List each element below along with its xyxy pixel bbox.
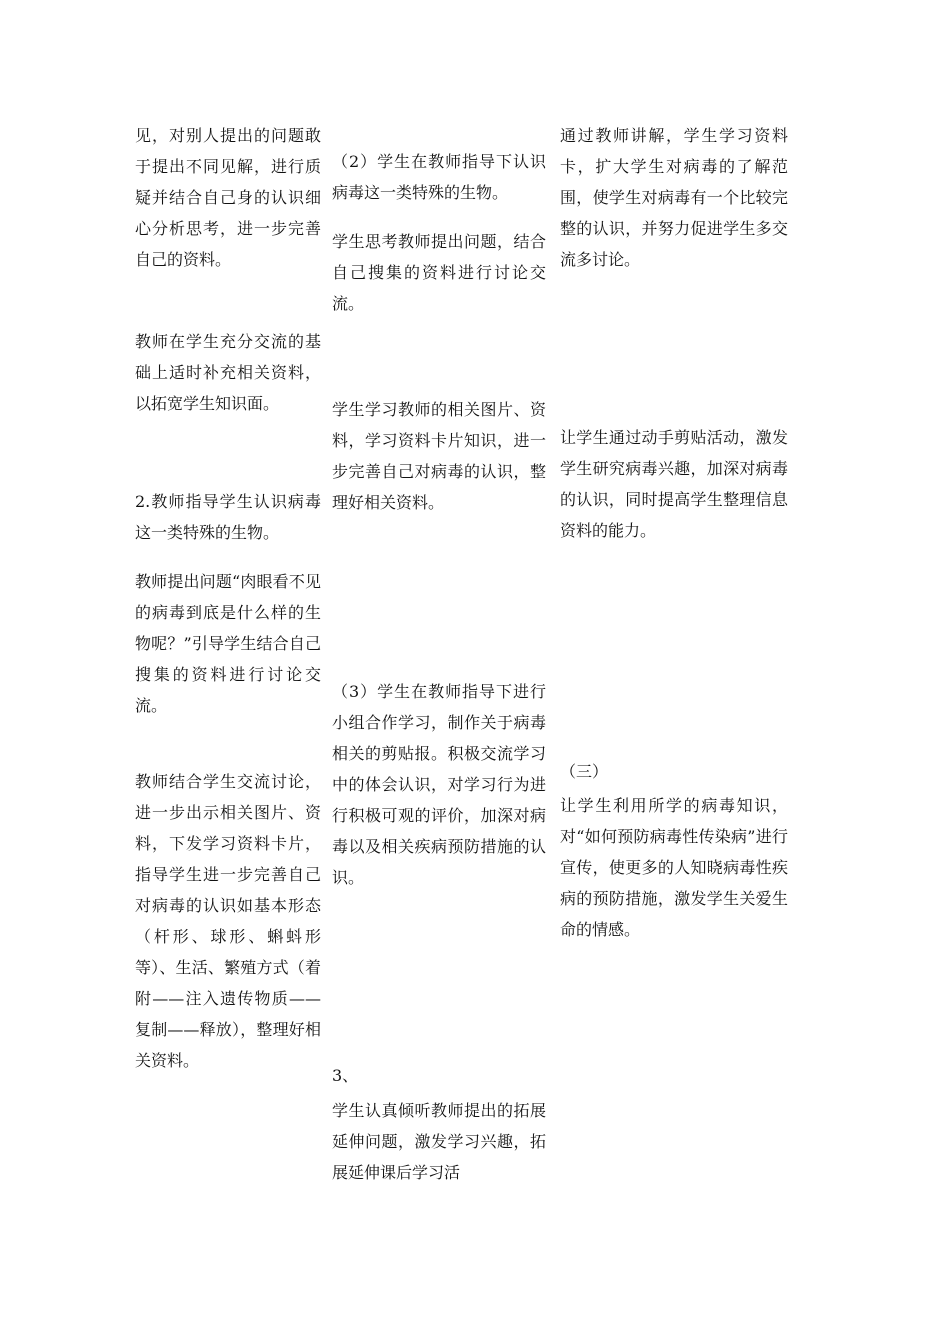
column-activities-teacher xyxy=(135,0,321,1344)
text-block: 学生认真倾听教师提出的拓展延伸问题，激发学习兴趣，拓展延伸课后学习活 xyxy=(332,1101,546,1182)
text-block: （三） xyxy=(560,762,609,781)
text-block: 教师结合学生交流讨论，进一步出示相关图片、资料，下发学习资料卡片，指导学生进一步完善自己对病毒的认识如基本形态（杆形、球形、蝌蚪形等）、生活、繁殖方式（着附——注入遗传物质——复制——释放），整理好相关资料。 xyxy=(135,772,321,1070)
text-block: 通过教师讲解，学生学习资料卡，扩大学生对病毒的了解范围，使学生对病毒有一个比较完整的认识，并努力促进学生多交流多讨论。 xyxy=(560,126,788,269)
text-block: 3、 xyxy=(332,1066,359,1085)
text-block: 教师提出问题“肉眼看不见的病毒到底是什么样的生物呢？”引导学生结合自己搜集的资料进行讨论交流。 xyxy=(135,572,321,715)
text-block: 教师在学生充分交流的基础上适时补充相关资料，以拓宽学生知识面。 xyxy=(135,332,321,413)
text-block: （3）学生在教师指导下进行小组合作学习，制作关于病毒相关的剪贴报。积极交流学习中的体会认识，对学习行为进行积极可观的评价，加深对病毒以及相关疾病预防措施的认识。 xyxy=(332,682,546,887)
text-block: （2）学生在教师指导下认识病毒这一类特殊的生物。 xyxy=(332,152,546,202)
text-block: 见，对别人提出的问题敢于提出不同见解，进行质疑并结合自己身的认识细心分析思考，进一步完善自己的资料。 xyxy=(135,126,321,269)
column-design-intent xyxy=(560,0,788,1344)
text-block: 让学生利用所学的病毒知识，对“如何预防病毒性传染病”进行宣传，使更多的人知晓病毒性疾病的预防措施，激发学生关爱生命的情感。 xyxy=(560,796,788,939)
text-block: 2.教师指导学生认识病毒这一类特殊的生物。 xyxy=(135,492,321,542)
text-block: 让学生通过动手剪贴活动，激发学生研究病毒兴趣，加深对病毒的认识，同时提高学生整理信息资料的能力。 xyxy=(560,428,788,540)
column-activities-student xyxy=(332,0,546,1344)
text-block: 学生思考教师提出问题，结合自己搜集的资料进行讨论交流。 xyxy=(332,232,546,313)
text-block: 学生学习教师的相关图片、资料，学习资料卡片知识，进一步完善自己对病毒的认识，整理好相关资料。 xyxy=(332,400,546,512)
